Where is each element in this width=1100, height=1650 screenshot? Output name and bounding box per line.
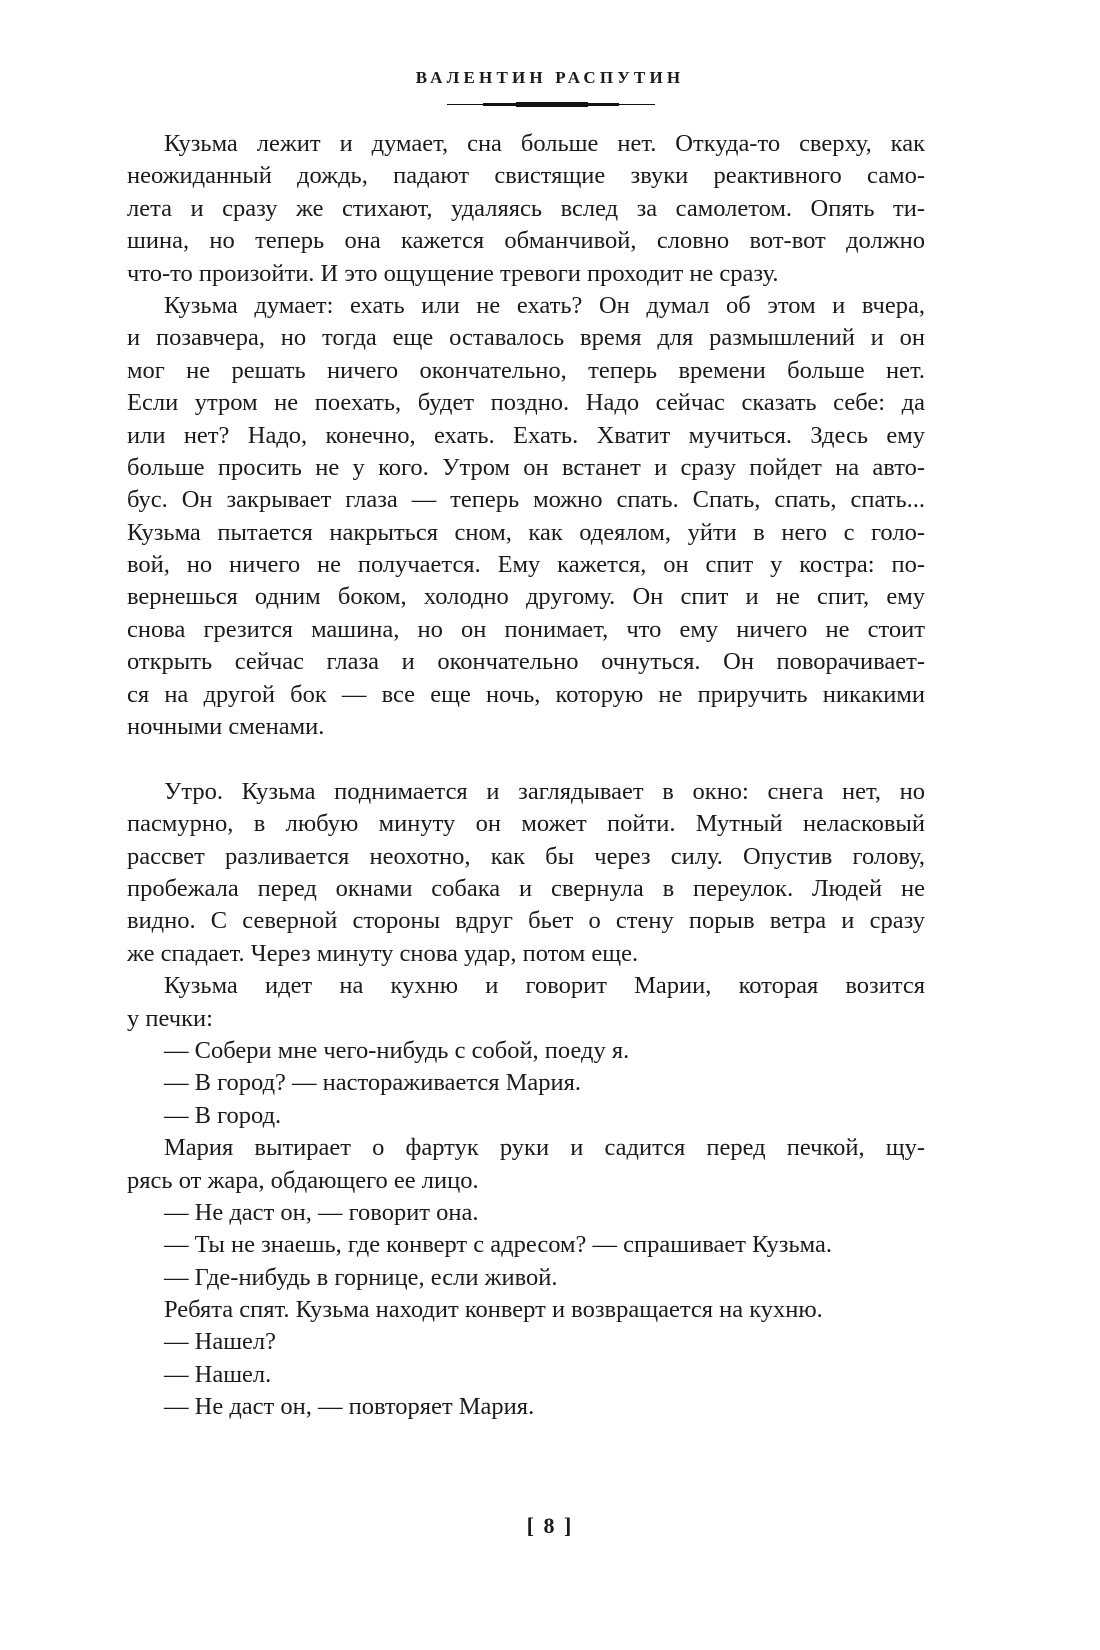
body-text — [127, 128, 925, 1424]
running-header-author: ВАЛЕНТИН РАСПУТИН — [415, 68, 685, 87]
text-line: Если утром не поехать, будет поздно. Надо сейчас сказать себе: да — [127, 389, 925, 417]
text-line: Кузьма лежит и думает, сна больше нет. Откуда-то сверху, как — [164, 130, 925, 157]
text-line: Кузьма думает: ехать или не ехать? Он думал об этом и вчера, — [164, 291, 925, 319]
dialogue-line: — В город. — [164, 1101, 282, 1129]
text-line: рясь от жара, обдающего ее лицо. — [127, 1166, 479, 1194]
text-line: пробежала перед окнами собака и свернула в переулок. Людей не — [127, 874, 925, 902]
text-line: у печки: — [127, 1004, 213, 1032]
dialogue-line: — Не даст он, — повторяет Мария. — [164, 1393, 535, 1421]
text-line: пасмурно, в любую минуту он может пойти. Мутный неласковый — [127, 810, 925, 838]
text-line: вернешься одним боком, холодно другому. Он спит и не спит, ему — [127, 583, 925, 611]
dialogue-block — [127, 1197, 925, 1294]
text-line: Кузьма идет на кухню и говорит Марии, которая возится — [164, 972, 925, 1000]
text-line: что-то произойти. И это ощущение тревоги проходит не сразу. — [127, 259, 779, 287]
text-line: мог не решать ничего окончательно, теперь времени больше нет. — [127, 356, 925, 384]
paragraph — [127, 128, 925, 290]
text-line: больше просить не у кого. Утром он встанет и сразу пойдет на авто- — [127, 453, 925, 481]
dialogue-line: — В город? — настораживается Мария. — [164, 1069, 582, 1097]
dialogue-line: — Где-нибудь в горнице, если живой. — [164, 1263, 558, 1291]
text-line: ночными сменами. — [127, 713, 325, 741]
text-line: или нет? Надо, конечно, ехать. Ехать. Хватит мучиться. Здесь ему — [127, 421, 925, 449]
text-line: ся на другой бок — все еще ночь, которую не приручить никакими — [127, 680, 925, 708]
text-line: Кузьма пытается накрыться сном, как одеялом, уйти в него с голо- — [127, 518, 925, 546]
dialogue-line: — Нашел? — [164, 1328, 277, 1356]
dialogue-block — [127, 1326, 925, 1423]
paragraph — [127, 1132, 925, 1197]
text-line: и позавчера, но тогда еще оставалось время для размышлений и он — [127, 324, 925, 352]
text-line: рассвет разливается неохотно, как бы через силу. Опустив голову, — [127, 842, 925, 870]
dialogue-line: — Нашел. — [164, 1360, 272, 1388]
text-line: Мария вытирает о фартук руки и садится перед печкой, щу- — [164, 1134, 925, 1162]
paragraph — [127, 290, 925, 743]
section-break — [127, 743, 925, 775]
text-line: открыть сейчас глаза и окончательно очнуться. Он поворачивает- — [127, 648, 925, 676]
text-line: Утро. Кузьма поднимается и заглядывает в окно: снега нет, но — [164, 777, 925, 805]
text-line: бус. Он закрывает глаза — теперь можно спать. Спать, спать, спать... — [127, 486, 925, 514]
text-line: же спадает. Через минуту снова удар, потом еще. — [127, 939, 639, 967]
paragraph — [127, 970, 925, 1035]
header-ornament-rule-center — [516, 102, 588, 107]
page-number: [ 8 ] — [526, 1513, 574, 1538]
paragraph — [127, 1294, 925, 1326]
dialogue-line: — Собери мне чего-нибудь с собой, поеду я. — [164, 1036, 630, 1064]
text-line: вой, но ничего не получается. Ему кажется, он спит у костра: по- — [127, 551, 925, 579]
dialogue-line: — Не даст он, — говорит она. — [164, 1198, 479, 1226]
text-line: шина, но теперь она кажется обманчивой, словно вот-вот должно — [127, 227, 925, 255]
text-line: Ребята спят. Кузьма находит конверт и возвращается на кухню. — [164, 1296, 823, 1324]
dialogue-block — [127, 1035, 925, 1132]
paragraph — [127, 776, 925, 970]
text-line: неожиданный дождь, падают свистящие звуки реактивного само- — [127, 162, 925, 190]
text-line: лета и сразу же стихают, удаляясь вслед за самолетом. Опять ти- — [127, 194, 925, 222]
text-line: видно. С северной стороны вдруг бьет о стену порыв ветра и сразу — [127, 907, 925, 935]
text-line: снова грезится машина, но он понимает, что ему ничего не стоит — [127, 615, 925, 643]
dialogue-line: — Ты не знаешь, где конверт с адресом? — спрашивает Кузьма. — [164, 1231, 832, 1259]
